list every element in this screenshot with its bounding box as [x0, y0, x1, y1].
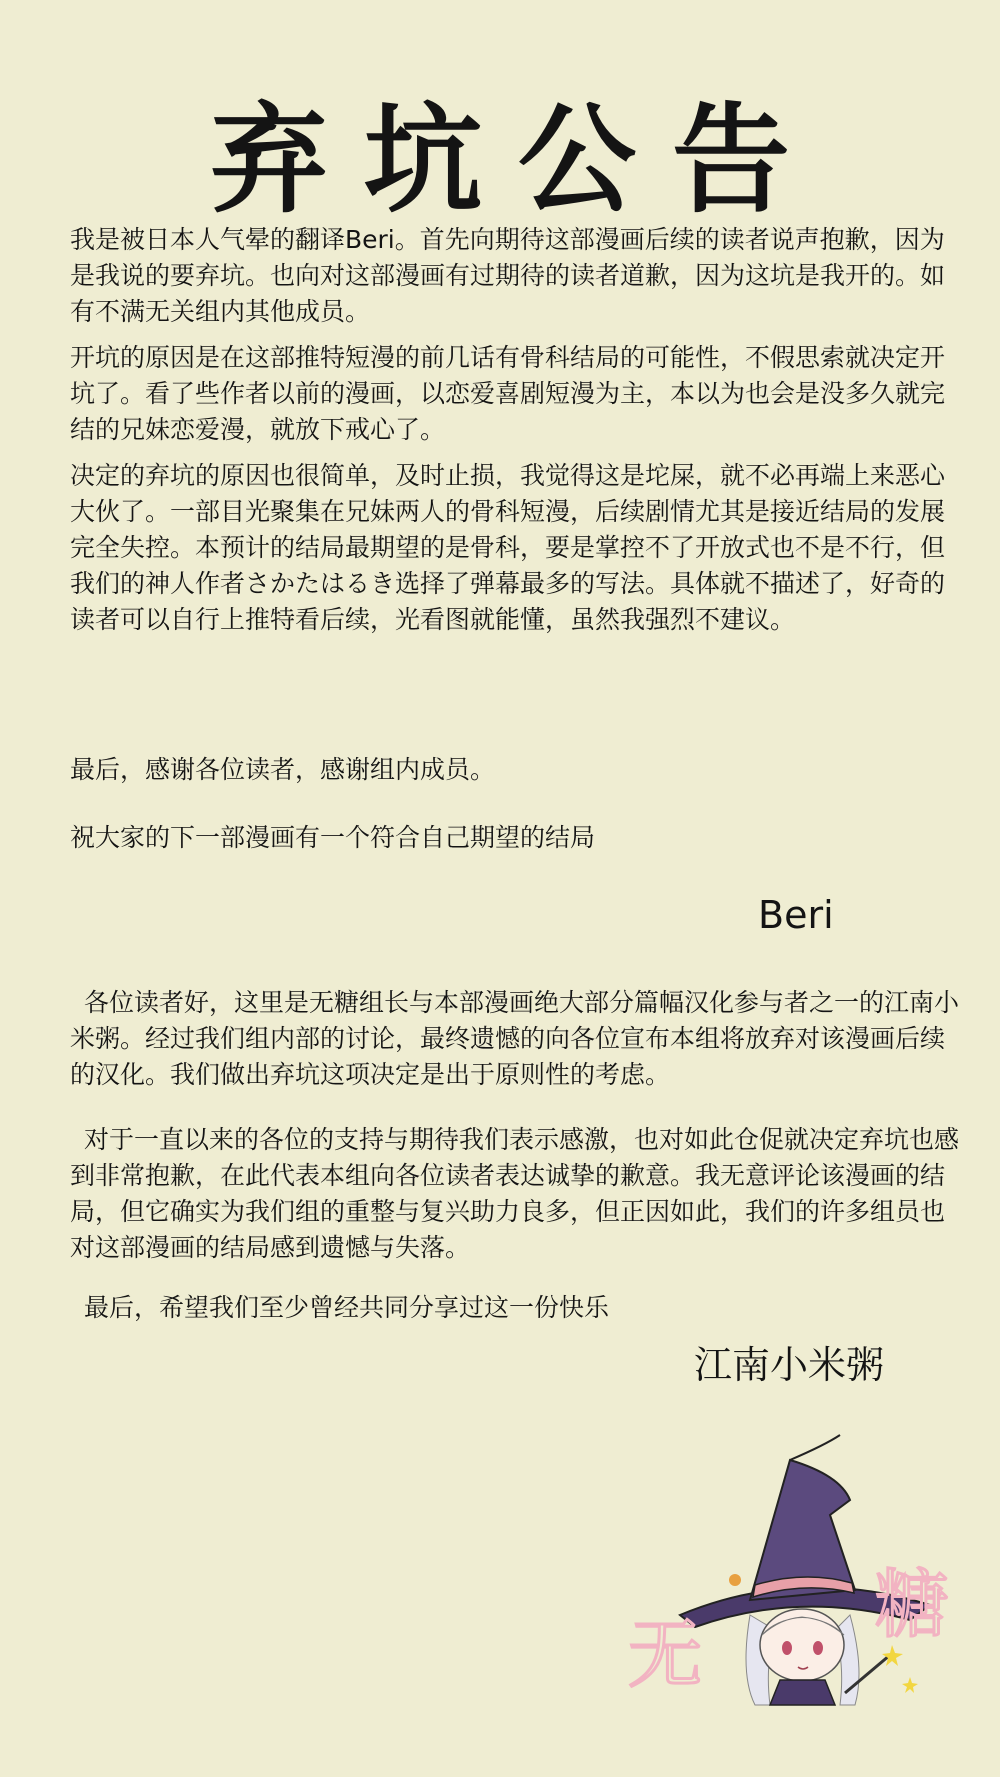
page-title: 弃坑公告: [209, 91, 826, 229]
beri-paragraph-1: 我是被日本人气晕的翻译Beri。首先向期待这部漫画后续的读者说声抱歉，因为是我说的要弃坑。也向对这部漫画有过期待的读者道歉，因为这坑是我开的。如有不满无关组内其他成员。: [70, 225, 946, 326]
witch-mascot-icon: [628, 1405, 960, 1705]
logo-letter-tang: 糖: [875, 1562, 949, 1648]
beri-paragraph-2: 开坑的原因是在这部推特短漫的前几话有骨科结局的可能性，不假思索就决定开坑了。看了些作者以前的漫画，以恋爱喜剧短漫为主，本以为也会是没多久就完结的兄妹恋爱漫，就放下戒心了。: [70, 343, 946, 444]
beri-paragraph-4: 最后，感谢各位读者，感谢组内成员。: [70, 755, 496, 784]
beri-signature: Beri: [758, 893, 834, 937]
group-paragraph-2: 对于一直以来的各位的支持与期待我们表示感激，也对如此仓促就决定弃坑也感到非常抱歉，在此代表本组向各位读者表达诚挚的歉意。我无意评论该漫画的结局，但它确实为我们组的重整与复兴助力良多，但正因如此，我们的许多组员也对这部漫画的结局感到遗憾与失落。: [70, 1125, 960, 1262]
group-signature: 江南小米粥: [694, 1343, 885, 1387]
beri-paragraph-5: 祝大家的下一部漫画有一个符合自己期望的结局: [70, 823, 596, 852]
witch-mascot-logo: [628, 1405, 960, 1705]
beri-paragraph-3: 决定的弃坑的原因也很简单，及时止损，我觉得这是坨屎，就不必再端上来恶心大伙了。一部目光聚集在兄妹两人的骨科短漫，后续剧情尤其是接近结局的发展完全失控。本预计的结局最期望的是骨科，要是掌控不了开放式也不是不行，但我们的神人作者さかたはるき选择了弹幕最多的写法。具体就不描述了，好奇的读者可以自行上推特看后续，光看图就能懂，虽然我强烈不建议。: [70, 461, 946, 634]
logo-letter-wu: 无: [628, 1612, 702, 1698]
group-paragraph-1: 各位读者好，这里是无糖组长与本部漫画绝大部分篇幅汉化参与者之一的江南小米粥。经过我们组内部的讨论，最终遗憾的向各位宣布本组将放弃对该漫画后续的汉化。我们做出弃坑这项决定是出于原则性的考虑。: [70, 988, 960, 1089]
group-paragraph-3: 最后，希望我们至少曾经共同分享过这一份快乐: [84, 1293, 610, 1322]
